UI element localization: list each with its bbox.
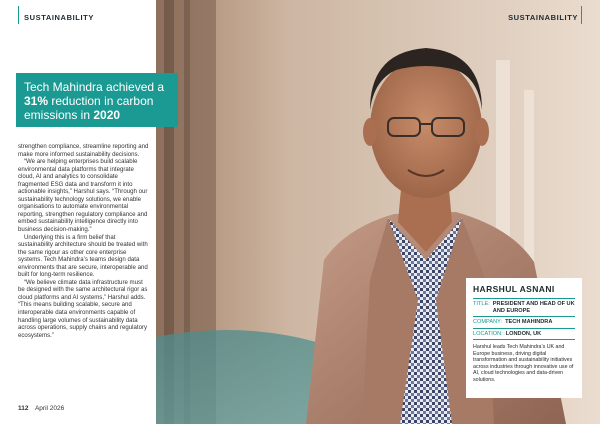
body-paragraph: Underlying this is a firm belief that sustainability architecture should be treated with the same rigour as other core enterprise systems. Tech Mahindra’s teams design data environments that are secure, interoperable and built for long-term resilience. <box>18 233 148 279</box>
profile-location-value: LONDON, UK <box>505 330 542 337</box>
body-paragraph: “We believe climate data infrastructure must be designed with the same architectural rigor as cloud platforms and AI systems,” Harshul adds. “This means building scalable, secure and interoperable data environments capable of handling large volumes of sustainability data across operations, supply chains and regulatory ecosystems.” <box>18 278 148 339</box>
folio <box>18 405 64 412</box>
page-number: 112 <box>18 405 29 412</box>
profile-company-key: COMPANY: <box>473 319 503 325</box>
left-page <box>0 0 156 424</box>
callout-year: 2020 <box>93 108 121 122</box>
profile-location-row <box>473 329 575 341</box>
profile-company-value: TECH MAHINDRA <box>505 319 553 325</box>
profile-title-key: TITLE: <box>473 301 490 307</box>
profile-company-row <box>473 317 575 329</box>
section-label: SUSTAINABILITY <box>508 13 578 22</box>
section-rule <box>18 6 19 24</box>
issue-date: April 2026 <box>34 405 65 412</box>
profile-title-row <box>473 299 575 317</box>
callout-text: Tech Mahindra achieved a <box>24 80 165 94</box>
profile-location-key: LOCATION: <box>473 330 503 337</box>
callout-text: reduction in carbon emissions in <box>24 94 154 122</box>
stat-callout <box>16 73 178 127</box>
profile-bio: Harshul leads Tech Mahindra’s UK and Europe business, driving digital transformation and sustainability initiatives across industries through innovative use of AI, cloud technologies and data-driven solutions. <box>473 344 574 383</box>
profile-name: HARSHUL ASNANI <box>473 284 575 299</box>
profile-card <box>466 278 582 398</box>
section-rule <box>581 6 582 24</box>
profile-title-value: PRESIDENT AND HEAD OF UK AND EUROPE <box>492 301 575 314</box>
section-label: SUSTAINABILITY <box>24 13 94 22</box>
article-body <box>18 143 150 339</box>
body-paragraph: strengthen compliance, streamline reporting and make more informed sustainability decisions. <box>18 143 149 158</box>
body-paragraph: “We are helping enterprises build scalable environmental data platforms that integrate cloud, AI and analytics to consolidate fragmented ESG data and transform it into actionable insights,” Harshul says. “Through our sustainability technology solutions, we enable organisations to automate environmental reporting, strengthen regulatory compliance and embed sustainability intelligence directly into business decision-making.” <box>18 158 148 234</box>
callout-percent: 31% <box>24 94 49 108</box>
